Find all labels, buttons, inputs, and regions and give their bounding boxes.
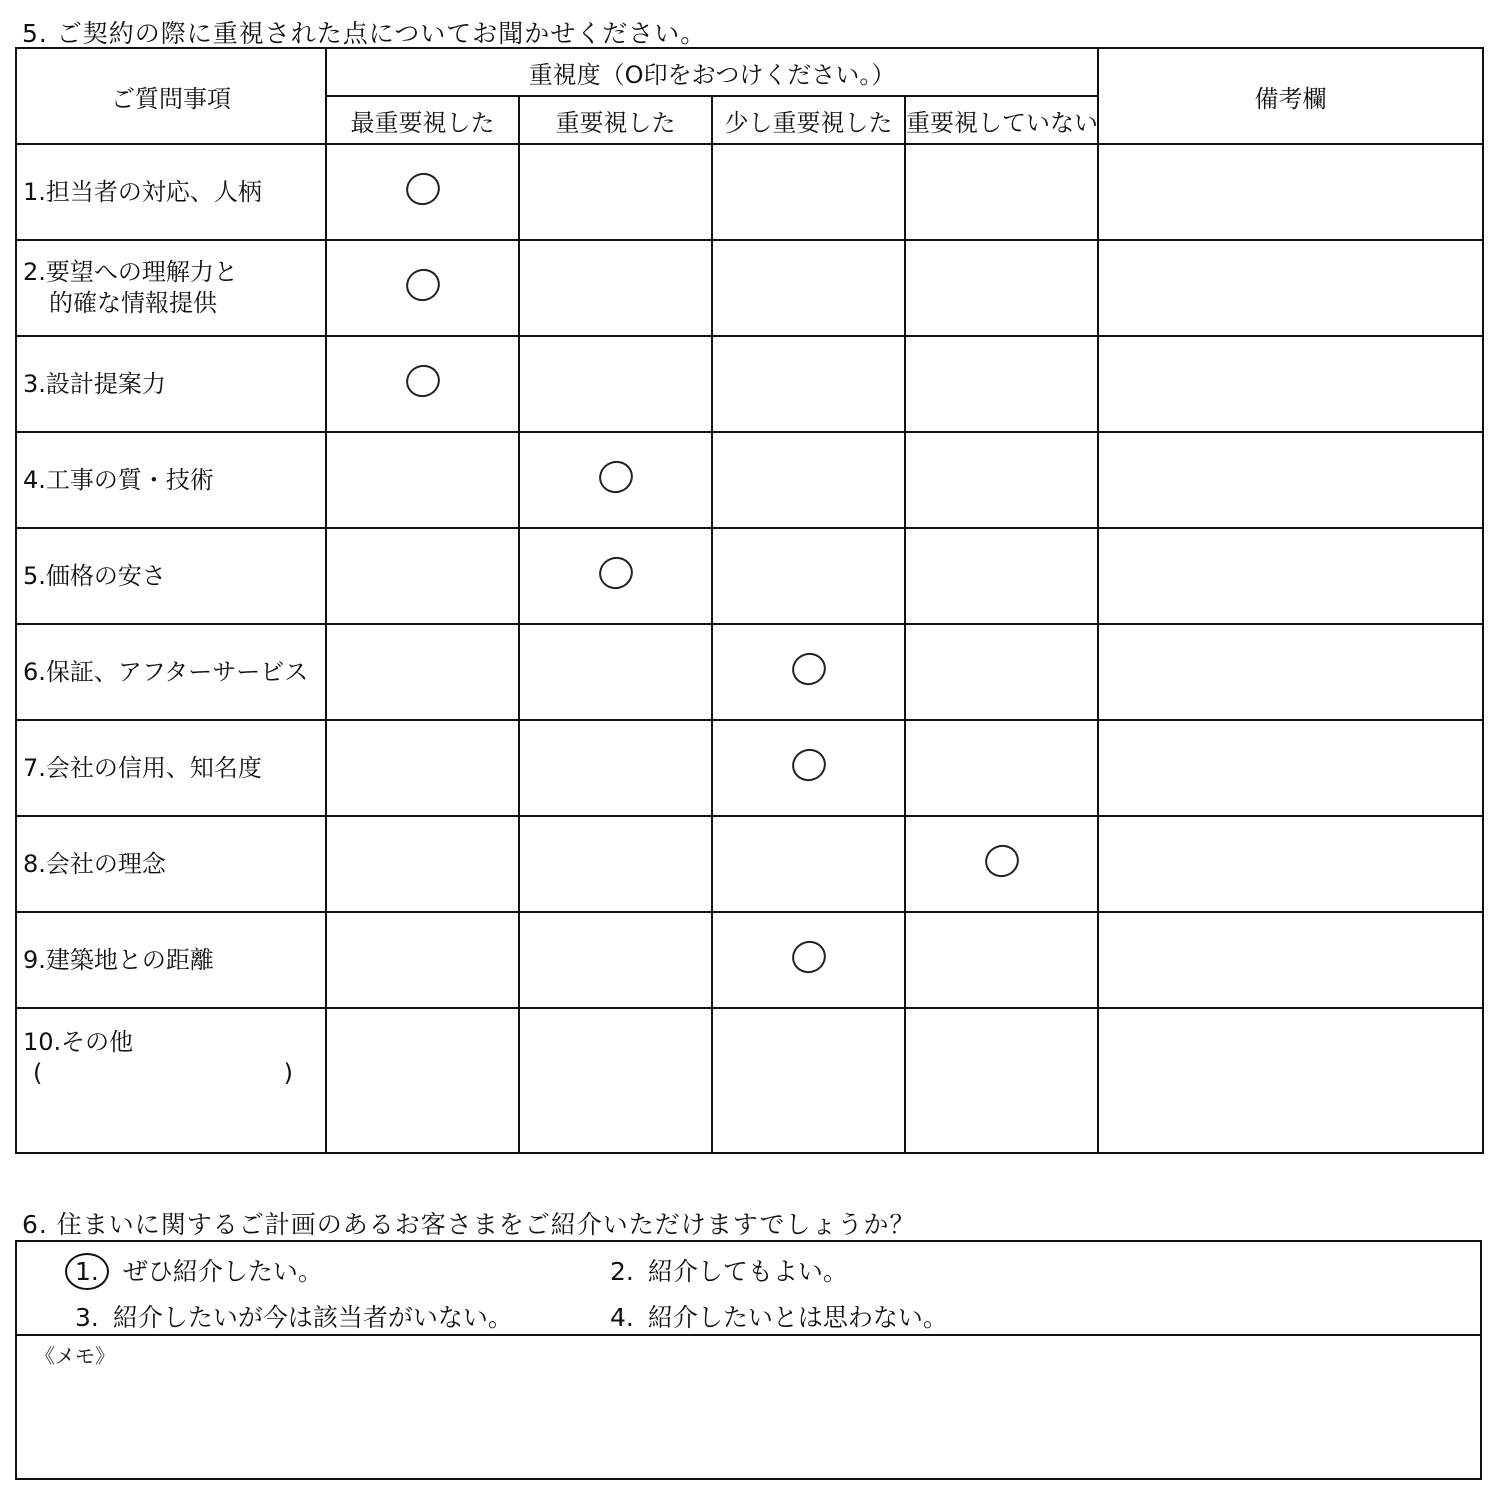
item-row — [16, 624, 1483, 720]
option-text: ぜひ紹介したい。 — [122, 1257, 323, 1286]
importance-cell[interactable] — [326, 816, 519, 912]
importance-cell[interactable] — [905, 1008, 1098, 1153]
importance-cell[interactable] — [519, 144, 712, 240]
circle-mark-icon — [401, 168, 444, 210]
importance-cell[interactable] — [519, 1008, 712, 1153]
item-label: 1.担当者の対応、人柄 — [23, 177, 262, 206]
importance-cell[interactable] — [712, 240, 905, 336]
circle-mark-icon — [787, 648, 830, 690]
question-5-title: 5. ご契約の際に重視された点についてお聞かせください。 — [22, 19, 707, 48]
importance-cell[interactable] — [712, 816, 905, 912]
item-row — [16, 912, 1483, 1008]
importance-cell[interactable] — [519, 720, 712, 816]
importance-cell[interactable] — [905, 240, 1098, 336]
importance-cell[interactable] — [712, 624, 905, 720]
importance-cell[interactable] — [905, 816, 1098, 912]
option-text: 紹介したいが今は該当者がいない。 — [112, 1303, 513, 1332]
item-row — [16, 1008, 1483, 1153]
circle-mark-icon — [594, 552, 637, 594]
item-row — [16, 528, 1483, 624]
item-label: 2.要望への理解力と — [23, 258, 238, 286]
importance-cell[interactable] — [712, 720, 905, 816]
importance-cell[interactable] — [712, 144, 905, 240]
item-label: 10.その他 — [23, 1028, 134, 1056]
remarks-cell[interactable] — [1098, 816, 1483, 912]
selected-circle-mark: 1. — [65, 1253, 109, 1290]
item-label-cell — [16, 528, 326, 624]
item-label: 6.保証、アフターサービス — [23, 657, 309, 686]
paren-open: ( — [33, 1059, 43, 1087]
item-label-cell — [16, 1008, 326, 1153]
importance-cell[interactable] — [326, 528, 519, 624]
circle-mark-icon — [980, 840, 1023, 882]
memo-label: 《メモ》 — [35, 1344, 115, 1368]
option-number: 3. — [75, 1303, 99, 1332]
importance-cell[interactable] — [519, 816, 712, 912]
circle-mark-icon — [401, 360, 444, 402]
item-label-cell — [16, 240, 326, 336]
importance-cell[interactable] — [326, 144, 519, 240]
remarks-cell[interactable] — [1098, 432, 1483, 528]
importance-cell[interactable] — [519, 240, 712, 336]
importance-cell[interactable] — [326, 912, 519, 1008]
importance-cell[interactable] — [905, 720, 1098, 816]
circle-mark-icon — [787, 744, 830, 786]
item-label-cell — [16, 336, 326, 432]
header-level-not-important: 重要視していない — [905, 96, 1098, 144]
importance-cell[interactable] — [712, 528, 905, 624]
importance-cell[interactable] — [905, 528, 1098, 624]
item-label-cell — [16, 624, 326, 720]
item-row — [16, 432, 1483, 528]
item-row — [16, 240, 1483, 336]
referral-option-2[interactable] — [610, 1252, 848, 1288]
referral-options-box — [15, 1240, 1482, 1336]
item-label-line2: 的確な情報提供 — [49, 289, 217, 317]
importance-cell[interactable] — [326, 720, 519, 816]
importance-cell[interactable] — [326, 624, 519, 720]
remarks-cell[interactable] — [1098, 720, 1483, 816]
item-row — [16, 336, 1483, 432]
item-row — [16, 816, 1483, 912]
option-number: 4. — [610, 1303, 634, 1332]
item-label-cell — [16, 912, 326, 1008]
remarks-cell[interactable] — [1098, 624, 1483, 720]
importance-cell[interactable] — [326, 240, 519, 336]
remarks-cell[interactable] — [1098, 528, 1483, 624]
memo-box[interactable] — [15, 1334, 1482, 1480]
importance-table — [15, 47, 1484, 1154]
importance-cell[interactable] — [905, 144, 1098, 240]
referral-option-3[interactable] — [75, 1298, 513, 1334]
item-label: 5.価格の安さ — [23, 561, 166, 590]
item-label-cell — [16, 432, 326, 528]
item-label: 4.工事の質・技術 — [23, 465, 214, 494]
circle-mark-icon — [594, 456, 637, 498]
item-label: 7.会社の信用、知名度 — [23, 753, 262, 782]
importance-cell[interactable] — [712, 912, 905, 1008]
importance-cell[interactable] — [712, 336, 905, 432]
header-level-somewhat-important: 少し重要視した — [712, 96, 905, 144]
importance-cell[interactable] — [519, 432, 712, 528]
importance-cell[interactable] — [519, 528, 712, 624]
remarks-cell[interactable] — [1098, 1008, 1483, 1153]
importance-cell[interactable] — [326, 336, 519, 432]
circle-mark-icon — [787, 936, 830, 978]
item-row — [16, 720, 1483, 816]
remarks-cell[interactable] — [1098, 336, 1483, 432]
importance-cell[interactable] — [712, 432, 905, 528]
referral-option-4[interactable] — [610, 1298, 948, 1334]
remarks-cell[interactable] — [1098, 144, 1483, 240]
circle-mark-icon — [401, 264, 444, 306]
item-row — [16, 144, 1483, 240]
importance-cell[interactable] — [712, 1008, 905, 1153]
importance-cell[interactable] — [905, 624, 1098, 720]
item-label-cell — [16, 816, 326, 912]
paren-close: ) — [283, 1059, 293, 1087]
header-level-most-important: 最重要視した — [326, 96, 519, 144]
importance-cell[interactable] — [905, 432, 1098, 528]
option-number: 2. — [610, 1257, 634, 1286]
item-label: 9.建築地との距離 — [23, 945, 214, 974]
importance-cell[interactable] — [326, 1008, 519, 1153]
importance-cell[interactable] — [905, 912, 1098, 1008]
option-text: 紹介してもよい。 — [647, 1257, 848, 1286]
item-label: 8.会社の理念 — [23, 849, 166, 878]
referral-option-1[interactable] — [75, 1252, 323, 1290]
importance-cell[interactable] — [519, 336, 712, 432]
importance-cell[interactable] — [905, 336, 1098, 432]
remarks-cell[interactable] — [1098, 240, 1483, 336]
importance-cell[interactable] — [519, 624, 712, 720]
header-remarks: 備考欄 — [1098, 48, 1483, 144]
item-label: 3.設計提案力 — [23, 369, 166, 398]
option-text: 紹介したいとは思わない。 — [647, 1303, 948, 1332]
header-question: ご質問事項 — [16, 48, 326, 144]
other-specify-field[interactable] — [23, 1058, 293, 1089]
importance-cell[interactable] — [519, 912, 712, 1008]
remarks-cell[interactable] — [1098, 912, 1483, 1008]
question-6-title: 6. 住まいに関するご計画のあるお客さまをご紹介いただけますでしょうか？ — [22, 1210, 916, 1242]
header-level-important: 重要視した — [519, 96, 712, 144]
importance-cell[interactable] — [326, 432, 519, 528]
item-label-cell — [16, 720, 326, 816]
item-label-cell — [16, 144, 326, 240]
header-importance: 重視度（O印をおつけください。） — [326, 48, 1098, 96]
